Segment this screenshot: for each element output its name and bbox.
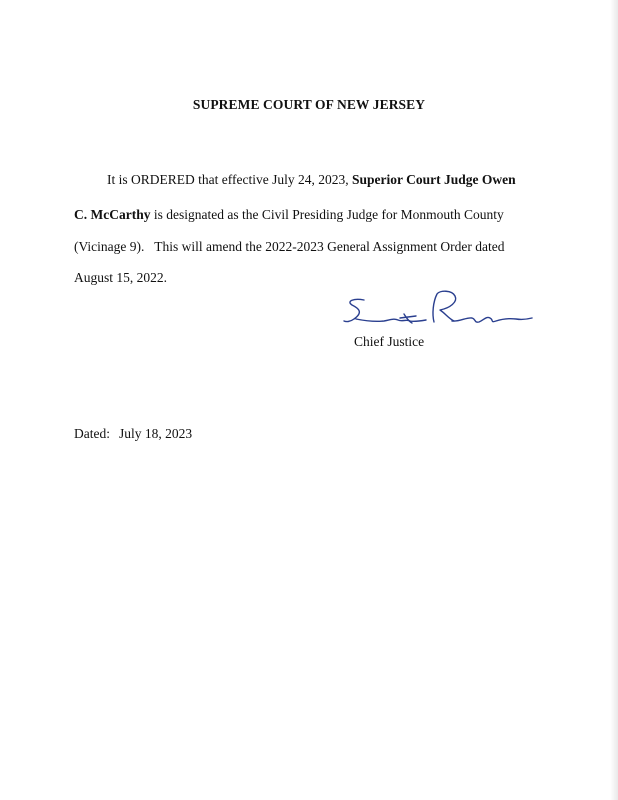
judge-name-part-1: Superior Court Judge Owen — [351, 172, 516, 187]
court-heading: SUPREME COURT OF NEW JERSEY — [192, 97, 426, 112]
signature-ink — [344, 291, 532, 323]
chief-justice-signature — [340, 288, 535, 336]
signatory-title: Chief Justice — [354, 334, 425, 349]
order-line-3: (Vicinage 9). This will amend the 2022-2023 General Assignment Order dated — [74, 239, 505, 254]
order-line-4: August 15, 2022. — [74, 270, 168, 285]
order-line-2-text: is designated as the Civil Presiding Judge for Monmouth County — [150, 207, 504, 222]
order-line-1-text: It is ORDERED that effective July 24, 2023, — [107, 172, 352, 187]
judge-name-part-2: C. McCarthy — [74, 207, 151, 222]
order-line-2 — [74, 207, 504, 223]
dated-line — [74, 426, 192, 442]
page-edge — [610, 0, 618, 800]
dated-label: Dated: — [74, 426, 110, 441]
dated-value: July 18, 2023 — [119, 426, 193, 441]
order-line-1 — [107, 172, 516, 188]
